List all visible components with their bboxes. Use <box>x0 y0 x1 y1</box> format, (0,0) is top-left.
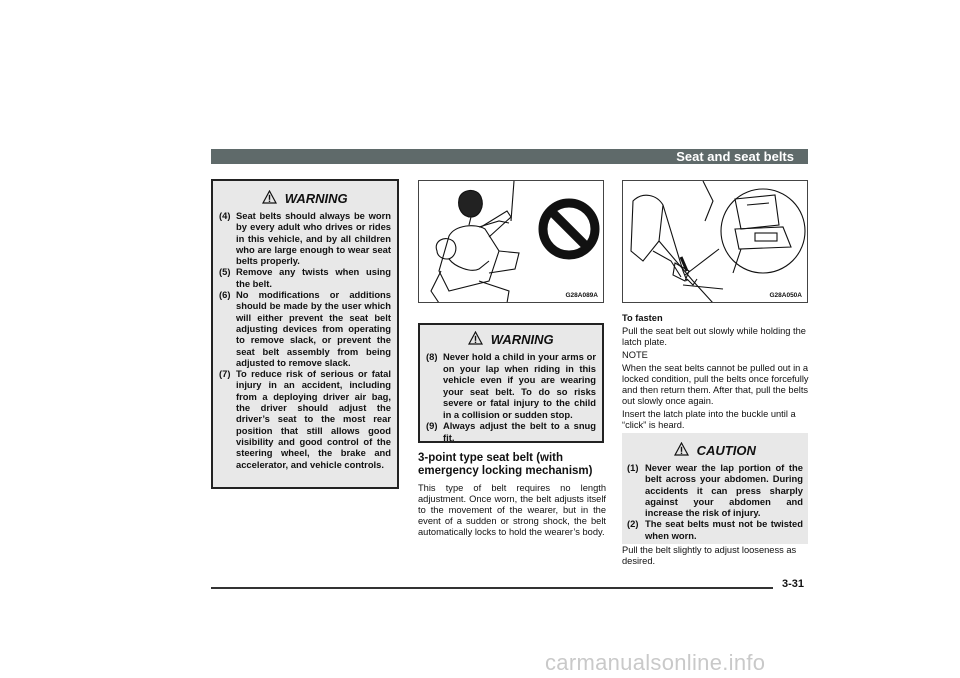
warning-box-1 <box>211 179 399 489</box>
fasten-text: Pull the seat belt out slowly while holding the latch plate. <box>622 326 806 347</box>
item-number: (6) <box>219 289 231 301</box>
caution-box <box>622 433 808 544</box>
figure-code: G28A089A <box>565 292 598 299</box>
item-text: Never hold a child in your arms or on your lap when riding in this vehicle even if you are wearing your seat belt. To do so risks severe or fatal injury to the child in a collision or sudden stop. <box>443 351 596 420</box>
caution-header <box>627 442 803 460</box>
figure-code: G28A050A <box>769 292 802 299</box>
caution-item <box>627 462 803 518</box>
warning-item <box>219 289 391 368</box>
child-on-lap-illustration <box>419 181 604 303</box>
item-number: (4) <box>219 210 231 221</box>
item-text: No modifications or additions should be made by the user which will either prevent the seat belt adjusting devices from operating to remove slack, or prevent the seat belt assembly from being adjusted to remove slack. <box>236 289 391 368</box>
item-number: (8) <box>426 351 438 362</box>
caution-item <box>627 518 803 541</box>
item-number: (7) <box>219 368 231 380</box>
warning-header <box>219 190 391 208</box>
warning-header <box>426 331 596 349</box>
footer-rule <box>211 587 773 589</box>
note-text: When the seat belts cannot be pulled out in a locked condition, pull the belts once forcefully and then return them. After that, pull the belts out slowly once again. <box>622 363 809 406</box>
item-text: Always adjust the belt to a snug fit. <box>443 420 596 443</box>
caution-list <box>627 462 803 541</box>
section-title: Seat and seat belts <box>676 149 794 164</box>
warning-box-2 <box>418 323 604 443</box>
warning-triangle-icon <box>468 331 483 345</box>
warning-item <box>426 420 596 443</box>
page-number: 3-31 <box>782 578 805 590</box>
warning-item <box>219 368 391 470</box>
item-number: (1) <box>627 462 639 473</box>
warning-list <box>219 210 391 470</box>
item-text: Seat belts should always be worn by every adult who drives or rides in this vehicle, and by all children who are large enough to wear seat belts properly. <box>236 210 391 267</box>
fasten-instructions <box>622 313 810 433</box>
warning-title: WARNING <box>490 332 554 347</box>
figure-child-on-lap <box>418 180 604 303</box>
item-number: (9) <box>426 420 438 431</box>
warning-item <box>219 210 391 266</box>
warning-item <box>219 266 391 289</box>
watermark: carmanualsonline.info <box>545 650 766 675</box>
section-heading: 3-point type seat belt (with emergency locking mechanism) <box>418 452 593 477</box>
item-number: (2) <box>627 518 639 530</box>
fasten-text-2: Insert the latch plate into the buckle until a “click” is heard. <box>622 409 796 430</box>
warning-list <box>426 351 596 443</box>
section-body: This type of belt requires no length adjustment. Once worn, the belt adjusts itself to the movement of the wearer, but in the event of a sudden or strong shock, the belt automatically locks to hold the wearer’s body. <box>418 483 606 537</box>
warning-triangle-icon <box>262 190 277 204</box>
item-number: (5) <box>219 266 231 278</box>
item-text: To reduce risk of serious or fatal injury in an accident, including from a deploying driver air bag, the driver should adjust the driver’s seat to the most rear position that still allows good visibility and good control of the steering wheel, the brake and accelerator, and vehicle controls. <box>236 368 391 470</box>
adjust-looseness-text: Pull the belt slightly to adjust looseness as desired. <box>622 545 797 566</box>
item-text: Never wear the lap portion of the belt across your abdomen. During accidents it can press sharply against your abdomen and increase the risk of injury. <box>645 462 803 519</box>
caution-triangle-icon <box>674 442 689 456</box>
latch-buckle-illustration <box>623 181 808 303</box>
warning-title: WARNING <box>284 191 348 206</box>
warning-item <box>426 351 596 420</box>
caution-title: CAUTION <box>696 443 756 458</box>
note-label: NOTE <box>622 350 648 360</box>
item-text: The seat belts must not be twisted when worn. <box>645 518 803 541</box>
section-header-bar <box>211 149 808 164</box>
figure-latch-buckle <box>622 180 808 303</box>
item-text: Remove any twists when using the belt. <box>236 266 391 289</box>
fasten-title: To fasten <box>622 313 663 323</box>
